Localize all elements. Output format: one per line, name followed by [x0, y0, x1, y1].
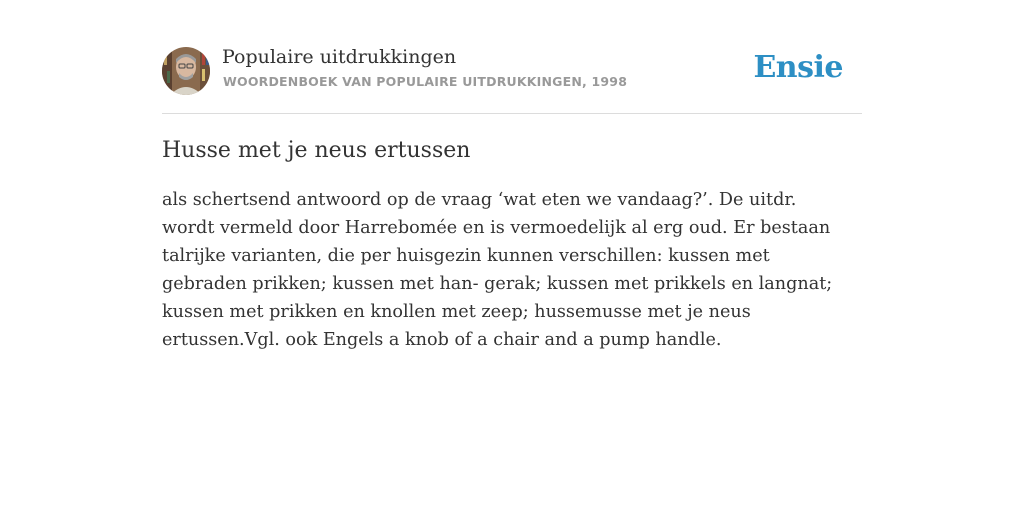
- entry-headword: Husse met je neus ertussen: [162, 138, 471, 163]
- source-title[interactable]: Populaire uitdrukkingen: [222, 46, 457, 68]
- brand-logo-link[interactable]: Ensie: [753, 50, 843, 85]
- entry-definition: als schertsend antwoord op de vraag ‘wat eten we vandaag?’. De uitdr. wordt vermeld door Harrebomée en is vermoedelijk al erg oud. Er bestaan talrijke varianten, die per huisgezin kunnen verschillen: kussen met gebraden prikken; kussen met han- gerak; kussen met prikkels en langnat; kussen met prikken en knollen met zeep; hussemusse met je neus ertussen.Vgl. ook Engels a knob of a chair and a pump handle.: [162, 190, 833, 350]
- source-header: [162, 46, 862, 114]
- author-portrait-image: [162, 47, 210, 95]
- source-subtitle: WOORDENBOEK VAN POPULAIRE UITDRUKKINGEN, 1998: [223, 74, 628, 89]
- author-avatar[interactable]: [162, 47, 210, 95]
- entry-card: [162, 46, 862, 354]
